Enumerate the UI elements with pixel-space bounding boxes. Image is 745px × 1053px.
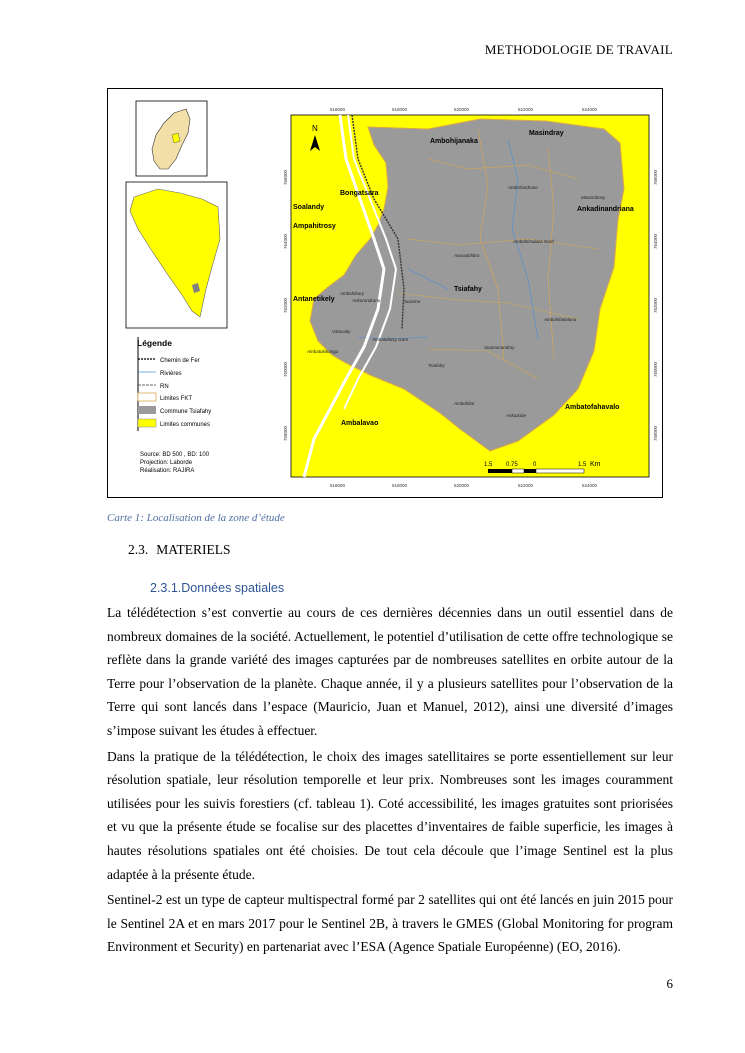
- commune-label: Ampahitrosy: [293, 223, 336, 230]
- fokontany-label: Ankorondrano: [352, 298, 381, 303]
- section-title: MATERIELS: [156, 542, 231, 557]
- commune-label: Tsiafahy: [454, 286, 482, 293]
- commune-label: Ankadinandriana: [577, 206, 634, 213]
- svg-text:762000: 762000: [283, 297, 288, 313]
- map-legend: [137, 337, 211, 431]
- map-caption: Carte 1: Localisation de la zone d’étude: [107, 512, 285, 524]
- subsection-heading: [150, 581, 284, 595]
- commune-label: Masindray: [529, 130, 564, 137]
- fokontany-label: Masombosy: [581, 195, 606, 200]
- paragraph: La télédétection s’est convertie au cours de ces dernières décennies dans un outil essentiel dans de nombreux domaines de la société. Actuellement, le potentiel d’utilisation de cette offre technologique se reflète dans la grande variété des images capturées par de nombreuses satellites en orbite autour de la Terre pour l’observation de la planète. Chaque année, il y a plusieurs satellites pour l’observation de la Terre qui sont lancés dans l’espace (Mauricio, Juan et Manuel, 2012), ainsi une diversité d’images s’impose suivant les études à effectuer.: [107, 605, 673, 738]
- legend-title: Légende: [137, 338, 172, 348]
- location-map: [107, 88, 663, 498]
- fokontany-label: Ambohimalaza Nord: [513, 239, 554, 244]
- svg-text:516000: 516000: [330, 107, 346, 112]
- subsection-number: 2.3.1.: [150, 581, 182, 595]
- legend-item: RN: [160, 384, 169, 390]
- fokontany-label: Ambohibary: [340, 291, 365, 296]
- body-text: [107, 601, 673, 961]
- svg-text:758000: 758000: [653, 425, 658, 441]
- svg-text:762000: 762000: [653, 297, 658, 313]
- fokontany-label: Soamanandray: [484, 345, 515, 350]
- svg-text:524000: 524000: [582, 107, 598, 112]
- map-source: Source: BD 500 , BD: 100: [140, 452, 210, 458]
- legend-item: Chemin de Fer: [160, 358, 200, 364]
- legend-item: Limites FKT: [160, 396, 193, 402]
- fokontany-label: Andrefandrano: [508, 185, 538, 190]
- svg-text:524000: 524000: [582, 483, 598, 488]
- paragraph: Dans la pratique de la télédétection, le choix des images satellitaires se porte essentiellement sur leur résolution spatiale, leur résolution temporelle et leur prix. Nombreuses sont les images couramment utilisées pour les suivis forestiers (cf. tableau 1). Coté accessibilité, les images gratuites sont priorisées et vu que la présente étude se focalise sur des placettes d’inventaires de faible superficie, les images à hautes résolutions spatiales ont été choisies. De tout cela découle que l’image Sentinel est la plus adaptée à la présente étude.: [107, 748, 673, 882]
- commune-label: Bongatsara: [340, 190, 379, 197]
- fokontany-label: Ambatolokanga: [307, 349, 339, 354]
- svg-text:760000: 760000: [653, 361, 658, 377]
- svg-text:Km: Km: [590, 461, 601, 468]
- section-heading: [128, 542, 231, 558]
- fokontany-label: Ambatofotsy Gare: [372, 337, 409, 342]
- svg-text:764000: 764000: [653, 233, 658, 249]
- svg-text:0: 0: [533, 462, 537, 468]
- svg-text:N: N: [312, 124, 318, 133]
- commune-label: Ambohijanaka: [430, 138, 478, 145]
- svg-text:766000: 766000: [653, 169, 658, 185]
- legend-item: Rivières: [160, 371, 182, 377]
- legend-item: Commune Tsiafahy: [160, 409, 212, 415]
- section-number: 2.3.: [128, 542, 149, 557]
- svg-text:516000: 516000: [330, 483, 346, 488]
- running-header: METHODOLOGIE DE TRAVAIL: [484, 42, 673, 57]
- svg-text:520000: 520000: [454, 483, 470, 488]
- map-svg: [108, 89, 663, 498]
- svg-text:760000: 760000: [283, 361, 288, 377]
- svg-text:520000: 520000: [454, 107, 470, 112]
- fokontany-label: Vatovaky: [332, 329, 351, 334]
- paragraph: Sentinel-2 est un type de capteur multispectral formé par 2 satellites qui ont été lancés en juin 2015 pour le Sentinel 2A et en mars 2017 pour le Sentinel 2B, à travers le GMES (Global Monitoring for program Environment et Security) en partenariat avec l’ESA (Agence Spatiale Européenne) (EO, 2016).: [107, 892, 673, 955]
- legend-item: Limites communes: [160, 422, 211, 428]
- svg-text:518000: 518000: [392, 483, 408, 488]
- svg-text:522000: 522000: [518, 107, 534, 112]
- commune-label: Soalandy: [293, 204, 325, 211]
- svg-text:0.75: 0.75: [506, 462, 518, 468]
- fokontany-label: Ambohibe: [454, 401, 475, 406]
- commune-label: Ambalavao: [341, 420, 379, 427]
- map-projection: Projection: Laborde: [140, 460, 193, 466]
- page-number: 6: [666, 976, 673, 991]
- subsection-title: Données spatiales: [181, 581, 285, 595]
- commune-label: Antanetikely: [293, 296, 335, 303]
- fokontany-label: Ankazobe: [506, 413, 527, 418]
- svg-text:766000: 766000: [283, 169, 288, 185]
- map-author: Réalisation: RAJIRA: [140, 468, 195, 474]
- svg-text:758000: 758000: [283, 425, 288, 441]
- svg-text:518000: 518000: [392, 107, 408, 112]
- fokontany-label: Soavina: [404, 299, 421, 304]
- svg-text:1.5: 1.5: [484, 462, 493, 468]
- fokontany-label: Avaradohitra: [454, 253, 480, 258]
- fokontany-label: Ambohibololona: [544, 317, 577, 322]
- svg-text:522000: 522000: [518, 483, 534, 488]
- commune-label: Ambatofahavalo: [565, 404, 620, 411]
- fokontany-label: Tsiafahy: [428, 363, 445, 368]
- svg-text:1.5: 1.5: [578, 462, 587, 468]
- svg-text:764000: 764000: [283, 233, 288, 249]
